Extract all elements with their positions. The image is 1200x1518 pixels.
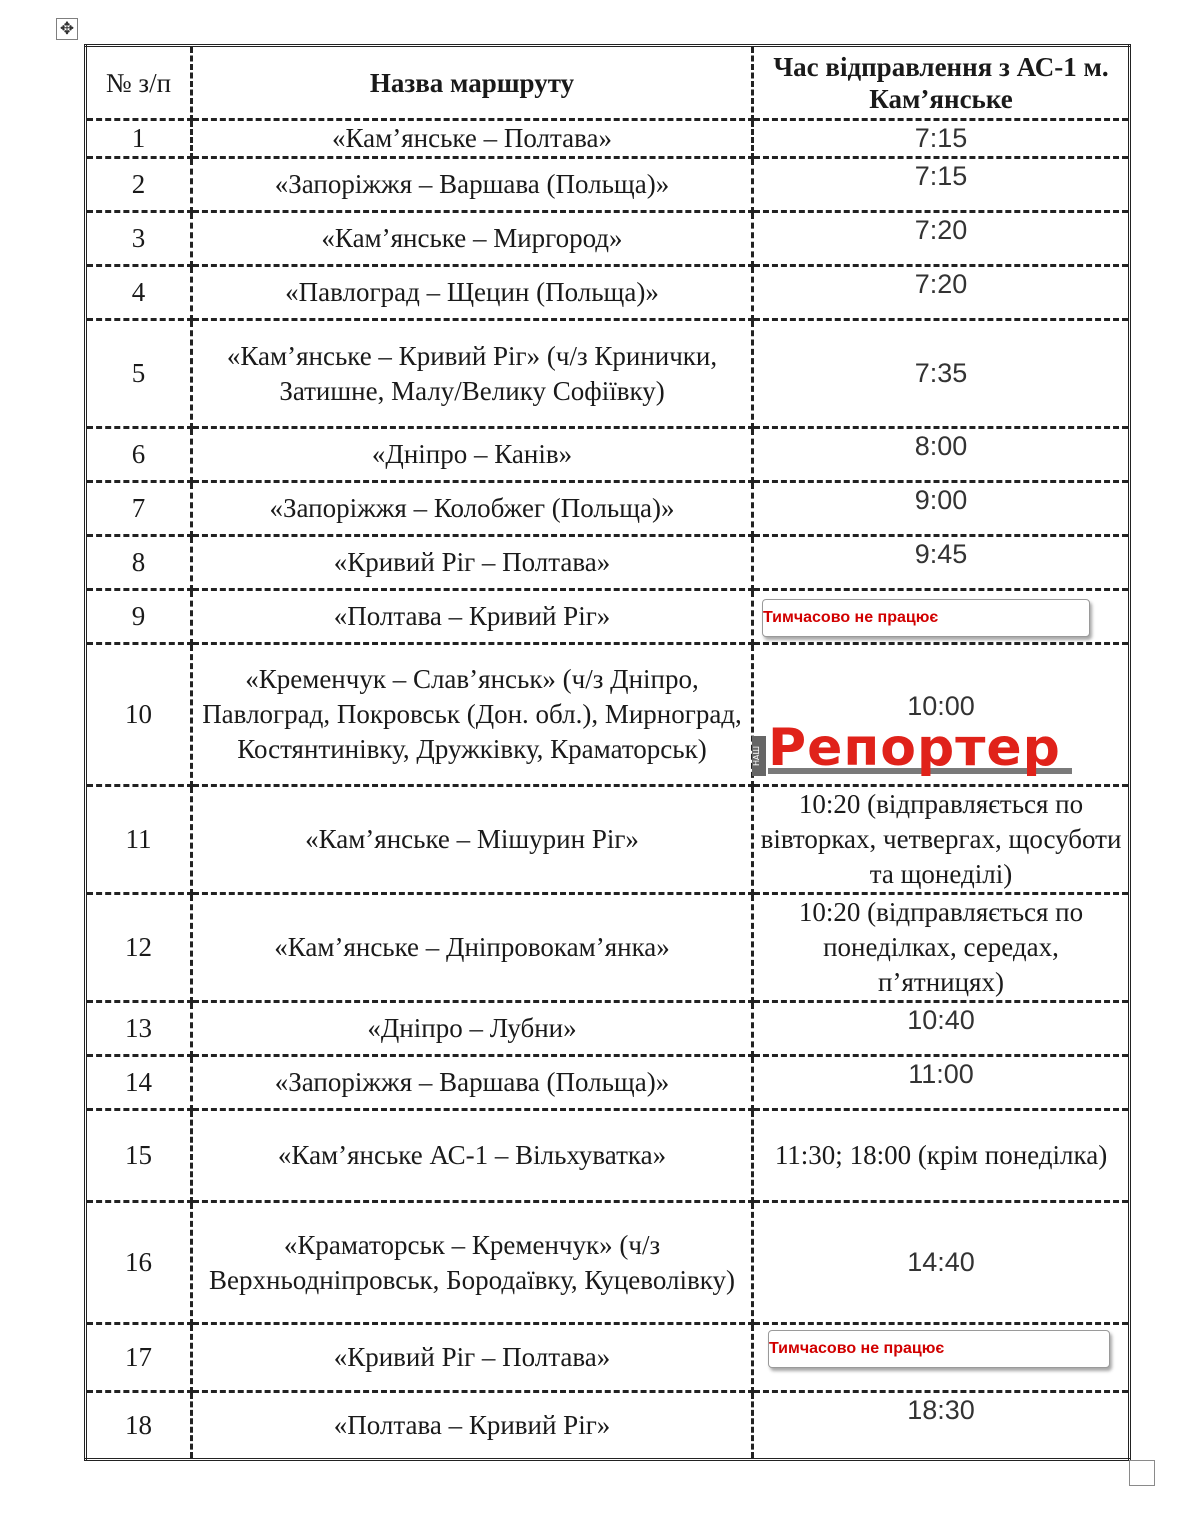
departure-time: 10:40 xyxy=(753,1002,1130,1056)
table-row xyxy=(86,266,1130,320)
route-name: «Кам’янське – Дніпровокам’янка» xyxy=(192,894,753,1002)
departure-time: 8:00 xyxy=(753,428,1130,482)
table-row xyxy=(86,120,1130,158)
header-time: Час відправлення з АС-1 м. Кам’янське xyxy=(753,46,1130,120)
table-row xyxy=(86,1110,1130,1202)
departure-time: 10:20 (відправляється по понеділках, середах, п’ятницях) xyxy=(753,894,1130,1002)
row-number: 18 xyxy=(86,1392,192,1460)
route-name: «Дніпро – Лубни» xyxy=(192,1002,753,1056)
row-number: 16 xyxy=(86,1202,192,1324)
departure-time: 10:00 xyxy=(753,644,1130,786)
table-row xyxy=(86,590,1130,644)
route-name: «Дніпро – Канів» xyxy=(192,428,753,482)
route-name: «Кривий Ріг – Полтава» xyxy=(192,536,753,590)
table-row xyxy=(86,894,1130,1002)
row-number: 10 xyxy=(86,644,192,786)
departure-time: 11:30; 18:00 (крім понеділка) xyxy=(753,1110,1130,1202)
row-number: 14 xyxy=(86,1056,192,1110)
watermark-text: Репортер xyxy=(768,718,1061,778)
route-name: «Кривий Ріг – Полтава» xyxy=(192,1324,753,1392)
row-number: 15 xyxy=(86,1110,192,1202)
route-name: «Краматорськ – Кременчук» (ч/з Верхньодніпровськ, Бородаївку, Куцеволівку) xyxy=(192,1202,753,1324)
route-name: «Полтава – Кривий Ріг» xyxy=(192,1392,753,1460)
header-row xyxy=(86,46,1130,120)
departure-time: 7:35 xyxy=(753,320,1130,428)
route-name: «Полтава – Кривий Ріг» xyxy=(192,590,753,644)
table-resize-handle-icon[interactable] xyxy=(1129,1460,1155,1486)
table-row xyxy=(86,212,1130,266)
row-number: 11 xyxy=(86,786,192,894)
table-move-handle-icon[interactable]: ✥ xyxy=(56,18,78,40)
reporter-watermark-logo xyxy=(752,718,1082,782)
departure-time: 9:45 xyxy=(753,536,1130,590)
table-row xyxy=(86,1002,1130,1056)
watermark-side-label: НАШ xyxy=(752,736,766,776)
header-route: Назва маршруту xyxy=(192,46,753,120)
route-name: «Кам’янське АС-1 – Вільхуватка» xyxy=(192,1110,753,1202)
departure-time: 9:00 xyxy=(753,482,1130,536)
route-name: «Кам’янське – Мішурин Ріг» xyxy=(192,786,753,894)
route-name: «Павлоград – Щецин (Польща)» xyxy=(192,266,753,320)
row-number: 5 xyxy=(86,320,192,428)
route-name: «Кам’янське – Кривий Ріг» (ч/з Кринички, Затишне, Малу/Велику Софіївку) xyxy=(192,320,753,428)
row-number: 6 xyxy=(86,428,192,482)
table-row xyxy=(86,1202,1130,1324)
status-badge: Тимчасово не працює xyxy=(762,599,1090,637)
table-row xyxy=(86,1392,1130,1460)
row-number: 1 xyxy=(86,120,192,158)
header-number: № з/п xyxy=(86,46,192,120)
row-number: 9 xyxy=(86,590,192,644)
route-name: «Запоріжжя – Колобжег (Польща)» xyxy=(192,482,753,536)
departure-time: 10:20 (відправляється по вівторках, четвергах, щосуботи та щонеділі) xyxy=(753,786,1130,894)
row-number: 2 xyxy=(86,158,192,212)
departure-time: 11:00 xyxy=(753,1056,1130,1110)
departure-time: 7:15 xyxy=(753,158,1130,212)
table-row xyxy=(86,1056,1130,1110)
table-row xyxy=(86,428,1130,482)
departure-time: 7:15 xyxy=(753,120,1130,158)
table-row xyxy=(86,786,1130,894)
status-cell xyxy=(753,590,1130,644)
row-number: 17 xyxy=(86,1324,192,1392)
route-name: «Кременчук – Слав’янськ» (ч/з Дніпро, Павлоград, Покровськ (Дон. обл.), Мирноград, Костянтинівку, Дружківку, Краматорськ) xyxy=(192,644,753,786)
departure-time: 7:20 xyxy=(753,266,1130,320)
row-number: 3 xyxy=(86,212,192,266)
table-row xyxy=(86,536,1130,590)
route-name: «Кам’янське – Миргород» xyxy=(192,212,753,266)
table-row xyxy=(86,482,1130,536)
departure-time: 14:40 xyxy=(753,1202,1130,1324)
row-number: 12 xyxy=(86,894,192,1002)
departure-time: 18:30 xyxy=(753,1392,1130,1460)
row-number: 13 xyxy=(86,1002,192,1056)
table-row xyxy=(86,1324,1130,1392)
row-number: 4 xyxy=(86,266,192,320)
status-badge: Тимчасово не працює xyxy=(768,1330,1110,1368)
route-name: «Запоріжжя – Варшава (Польща)» xyxy=(192,1056,753,1110)
route-name: «Кам’янське – Полтава» xyxy=(192,120,753,158)
table-row xyxy=(86,158,1130,212)
row-number: 8 xyxy=(86,536,192,590)
status-cell xyxy=(753,1324,1130,1392)
table-row xyxy=(86,320,1130,428)
departure-time: 7:20 xyxy=(753,212,1130,266)
route-name: «Запоріжжя – Варшава (Польща)» xyxy=(192,158,753,212)
row-number: 7 xyxy=(86,482,192,536)
